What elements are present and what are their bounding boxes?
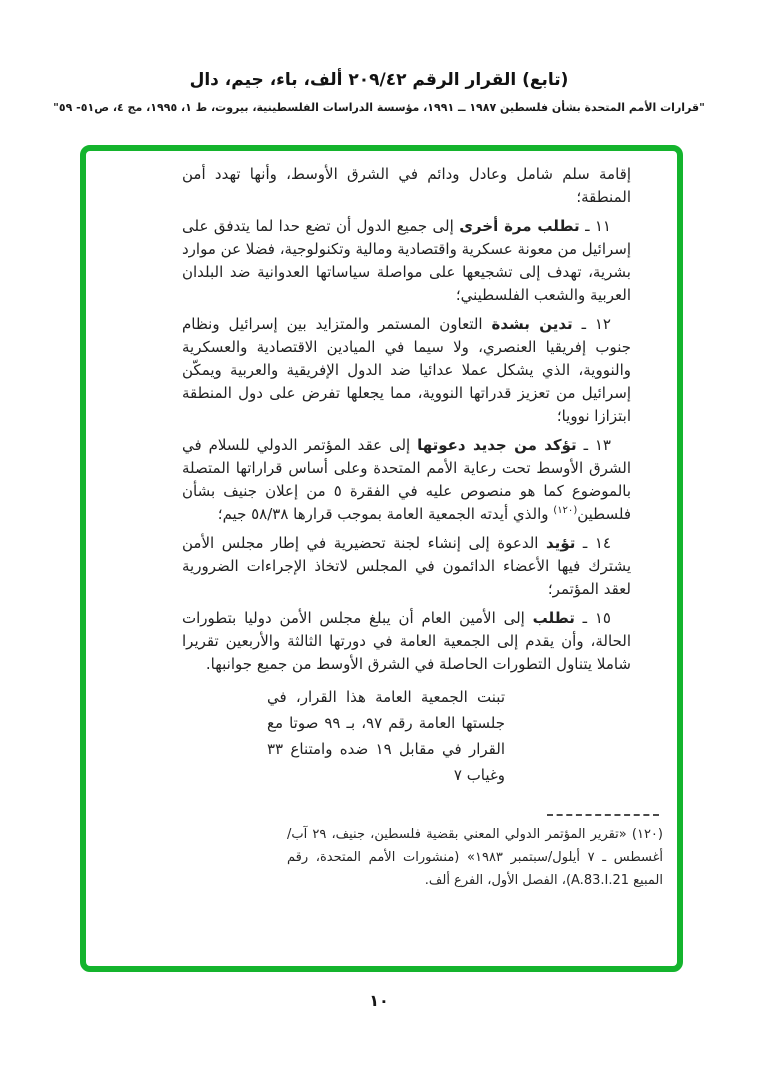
paragraph-lead: تؤكد من جديد دعوتها bbox=[417, 436, 577, 454]
paragraph-text: الدعوة إلى إنشاء لجنة تحضيرية في إطار مجلس الأمن يشترك فيها الأعضاء الدائمون في المجلس لاتخاذ الإجراءات الضرورية لعقد المؤتمر؛ bbox=[182, 534, 631, 598]
footnote-120: (١٢٠) «تقرير المؤتمر الدولي المعني بقضية فلسطين، جنيف، ٢٩ آب/أغسطس ـ ٧ أيلول/سبتمبر ١٩٨٣» (منشورات الأمم المتحدة، رقم المبيع A.83.I.21)، الفصل الأول، الفرع ألف. bbox=[287, 827, 663, 888]
resolution-paragraph-14 bbox=[182, 532, 631, 601]
source-citation: "قرارات الأمم المتحدة بشأن فلسطين ١٩٨٧ ــ ١٩٩١، مؤسسة الدراسات الفلسطينية، بيروت، ط ١، ١٩٩٥، مج ٤، ص٥١- ٥٩" bbox=[53, 101, 705, 114]
resolution-paragraph-11 bbox=[182, 215, 631, 307]
footnote-area bbox=[287, 814, 663, 892]
paragraph-text: إلى جميع الدول أن تضع حدا لما يتدفق على إسرائيل من معونة عسكرية واقتصادية ومالية وتكنولوجية، فضلا عن موارد بشرية، تهدف إلى تشجيعها على مواصلة سياساتها العدوانية ضد البلدان العربية والشعب الفلسطيني؛ bbox=[182, 217, 631, 304]
paragraph-number: ١٤ ـ bbox=[582, 534, 611, 552]
page-title: (تابع) القرار الرقم ٢٠٩/٤٢ ألف، باء، جيم، دال bbox=[189, 70, 569, 90]
paragraph-text: إلى الأمين العام أن يبلغ مجلس الأمن دوليا بتطورات الحالة، وأن يقدم إلى الجمعية العامة في دورتها الثالثة والأربعين تقريرا شاملا يتناول التطورات الحاصلة في الشرق الأوسط من جميع جوانبها. bbox=[182, 609, 631, 673]
resolution-continuation-text: إقامة سلم شامل وعادل ودائم في الشرق الأوسط، وأنها تهدد أمن المنطقة؛ bbox=[182, 165, 631, 206]
paragraph-number: ١٢ ـ bbox=[581, 315, 611, 333]
adoption-note: تبنت الجمعية العامة هذا القرار، في جلستها العامة رقم ٩٧، بـ ٩٩ صوتا مع القرار في مقابل ١٩ ضده وامتناع ٣٣ وغياب ٧ bbox=[267, 688, 506, 784]
paragraph-text: التعاون المستمر والمتزايد بين إسرائيل ونظام جنوب إفريقيا العنصري، ولا سيما في الميادين الاقتصادية والعسكرية والنووية، الذي يشكل عملا عدائيا ضد الدول الإفريقية والعربية ويمكّن إسرائيل من تعزيز قدراتها النووية، مما يجعلها تفرض على دول المنطقة ابتزازا نوويا؛ bbox=[182, 315, 631, 425]
green-highlight-annotation-box bbox=[80, 145, 683, 972]
footnote-separator-rule bbox=[547, 814, 659, 816]
paragraph-number: ١١ ـ bbox=[585, 217, 611, 235]
paragraph-lead: تدين بشدة bbox=[491, 315, 573, 333]
resolution-paragraph-13 bbox=[182, 434, 631, 526]
footnote-reference-marker: (١٢٠) bbox=[553, 505, 578, 516]
paragraph-text: إلى عقد المؤتمر الدولي للسلام في الشرق الأوسط تحت رعاية الأمم المتحدة وعلى أساس قراراتها المتصلة بالموضوع كما هو منصوص عليه في الفقرة ٥ من إعلان جنيف بشأن فلسطين bbox=[182, 436, 632, 523]
paragraph-number: ١٥ ـ bbox=[582, 609, 611, 627]
paragraph-number: ١٣ ـ bbox=[583, 436, 611, 454]
page-number: ١٠ bbox=[369, 991, 389, 1010]
paragraph-text-after-ref: والذي أيدته الجمعية العامة بموجب قرارها ٥٨/٣٨ جيم؛ bbox=[217, 505, 549, 523]
resolution-text-column bbox=[86, 151, 677, 892]
paragraph-lead: تطلب bbox=[532, 609, 575, 627]
paragraph-lead: تطلب مرة أخرى bbox=[459, 217, 580, 235]
resolution-paragraph-15 bbox=[182, 607, 631, 676]
paragraph-lead: تؤيد bbox=[546, 534, 576, 552]
resolution-paragraph-12 bbox=[182, 313, 631, 428]
